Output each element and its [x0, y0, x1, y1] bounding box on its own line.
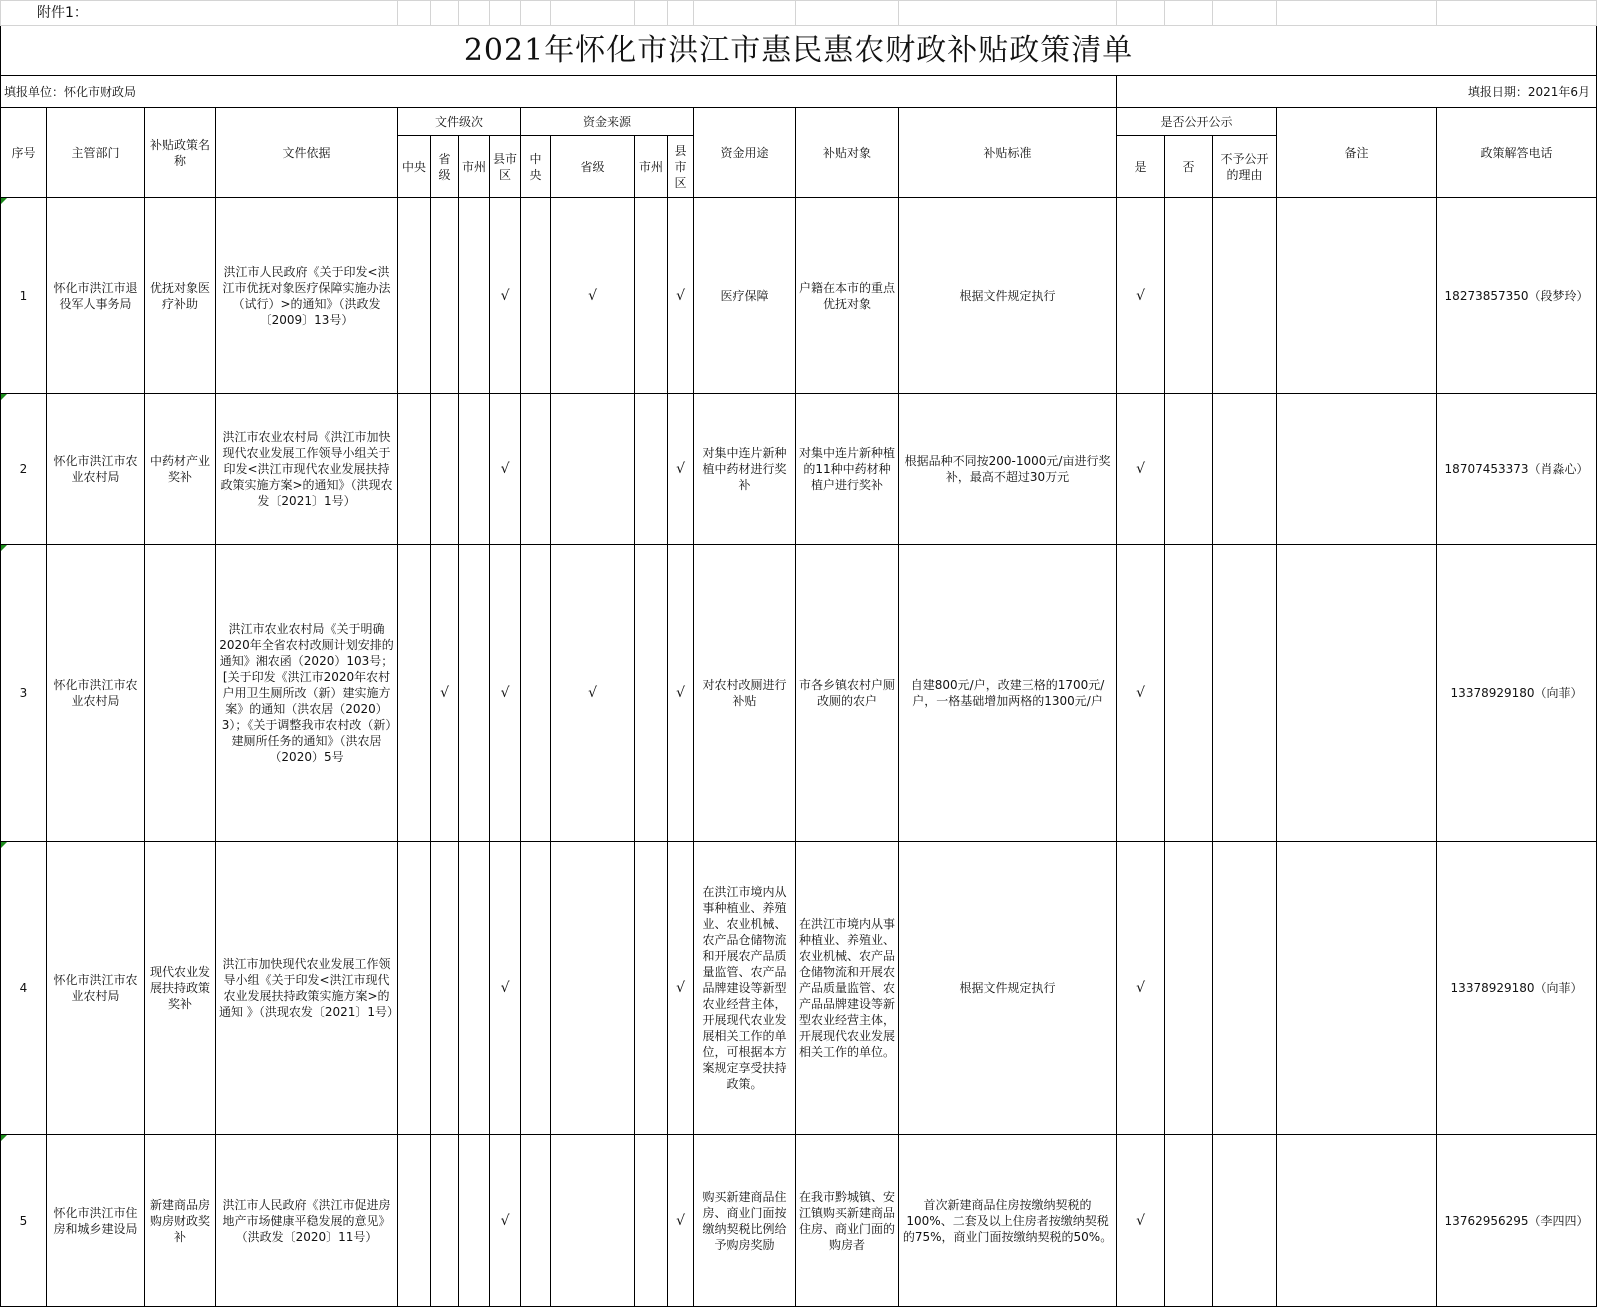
cell-dept-text: 怀化市洪江市农业农村局	[53, 454, 138, 484]
check-mark: √	[588, 685, 597, 701]
cell-seq-text: 2	[19, 462, 28, 476]
header-yes: 是	[1117, 136, 1165, 198]
header-no: 否	[1165, 136, 1213, 198]
cell-policy-name-text: 优抚对象医疗补助	[149, 280, 210, 311]
header-doc-province: 省级	[431, 136, 459, 198]
cell-yes	[1117, 545, 1165, 842]
cell-basis	[216, 198, 398, 394]
cell-standard-text: 根据文件规定执行	[959, 981, 1056, 995]
header-remark: 备注	[1277, 108, 1437, 198]
header-no-reason: 不予公开的理由	[1213, 136, 1277, 198]
cell-yes	[1117, 198, 1165, 394]
cell-target-text: 在我市黔城镇、安江镇购买新建商品住房、商业门面的购房者	[799, 1189, 896, 1252]
cell-dept	[47, 545, 145, 842]
cell-fund-city	[635, 842, 668, 1135]
cell-usage-text: 医疗保障	[720, 288, 769, 303]
cell-no	[1165, 1135, 1213, 1307]
cell-no-reason	[1213, 198, 1277, 394]
check-mark: √	[500, 980, 510, 996]
cell-fund-central	[521, 1135, 551, 1307]
cell-no-reason	[1213, 1135, 1277, 1307]
cell-remark	[1277, 394, 1437, 545]
check-mark: √	[676, 287, 685, 304]
cell-doc-city	[459, 394, 490, 545]
cell-phone-text: 18273857350（段梦玲）	[1444, 288, 1589, 303]
cell-seq	[1, 842, 47, 1135]
cell-basis	[216, 1135, 398, 1307]
cell-standard-text: 首次新建商品住房按缴纳契税的100%、二套及以上住房者按缴纳契税的75%，商业门面按缴纳契税的50%。	[902, 1197, 1113, 1244]
cell-target-text: 对集中连片新种植的11种中药材种植户进行奖补	[799, 446, 896, 492]
cell-dept	[47, 198, 145, 394]
cell-dept-text: 怀化市洪江市农业农村局	[53, 678, 138, 708]
cell-phone	[1437, 545, 1597, 842]
cell-doc-county	[490, 545, 521, 842]
cell-seq	[1, 1135, 47, 1307]
cell-target-text: 市各乡镇农村户厕改厕的农户	[799, 678, 896, 708]
header-doc-central: 中央	[398, 136, 431, 198]
cell-doc-central	[398, 545, 431, 842]
header-fund-central: 中央	[521, 136, 551, 198]
cell-doc-county	[490, 1135, 521, 1307]
cell-no-reason	[1213, 545, 1277, 842]
cell-usage	[694, 1135, 796, 1307]
check-mark: √	[500, 685, 510, 701]
cell-flag-icon	[1, 394, 7, 400]
check-mark: √	[500, 287, 510, 304]
cell-basis	[216, 394, 398, 545]
cell-doc-province	[431, 842, 459, 1135]
header-fund-county: 县市区	[668, 136, 694, 198]
cell-policy-name	[145, 1135, 216, 1307]
cell-phone	[1437, 842, 1597, 1135]
cell-standard-text: 根据品种不同按200-1000元/亩进行奖补，最高不超过30万元	[904, 454, 1111, 484]
filing-date: 填报日期：2021年6月	[1117, 76, 1597, 108]
cell-usage	[694, 545, 796, 842]
cell-usage-text: 对农村改厕进行补贴	[702, 678, 787, 708]
cell-no-reason	[1213, 842, 1277, 1135]
check-mark: √	[676, 980, 685, 996]
cell-usage	[694, 198, 796, 394]
cell-policy-name-text: 新建商品房购房财政奖补	[149, 1197, 210, 1244]
header-target: 补贴对象	[796, 108, 899, 198]
cell-basis-text: 洪江市农业农村局《洪江市加快现代农业发展工作领导小组关于印发<洪江市现代农业发展扶持政策实施方案>的通知》（洪现农发〔2021〕1号）	[220, 430, 393, 508]
cell-remark	[1277, 198, 1437, 394]
cell-basis-text: 洪江市人民政府《关于印发<洪江市优抚对象医疗保障实施办法（试行）>的通知》（洪政发〔2009〕13号）	[222, 264, 391, 327]
cell-no-reason	[1213, 394, 1277, 545]
cell-standard	[899, 842, 1117, 1135]
cell-fund-county	[668, 394, 694, 545]
cell-flag-icon	[1, 1135, 7, 1141]
cell-phone	[1437, 394, 1597, 545]
cell-fund-county	[668, 198, 694, 394]
cell-standard-text: 根据文件规定执行	[959, 288, 1056, 303]
check-mark: √	[1136, 980, 1145, 996]
header-row-1	[1, 108, 1597, 136]
cell-no	[1165, 545, 1213, 842]
cell-usage-text: 在洪江市境内从事种植业、养殖业、农业机械、农产品仓储物流和开展农产品质量监管、农产品品牌建设等新型农业经营主体，开展现代农业发展相关工作的单位，可根据本方案规定享受扶持政策。	[702, 885, 787, 1091]
cell-fund-province	[551, 545, 635, 842]
check-mark: √	[440, 685, 449, 701]
header-fund-province: 省级	[551, 136, 635, 198]
cell-policy-name	[145, 198, 216, 394]
cell-usage	[694, 394, 796, 545]
cell-seq-text: 1	[19, 288, 28, 303]
table-row	[1, 1135, 1597, 1307]
check-mark: √	[676, 1212, 685, 1229]
table-row	[1, 545, 1597, 842]
cell-yes	[1117, 394, 1165, 545]
cell-doc-county	[490, 394, 521, 545]
cell-fund-city	[635, 545, 668, 842]
cell-dept-text: 怀化市洪江市农业农村局	[53, 973, 138, 1003]
table-row	[1, 394, 1597, 545]
annex-row	[1, 1, 1597, 26]
cell-basis-text: 洪江市人民政府《洪江市促进房地产市场健康平稳发展的意见》（洪政发〔2020〕11号）	[222, 1197, 391, 1244]
cell-phone-text: 13378929180（向菲）	[1450, 981, 1583, 995]
cell-fund-province	[551, 394, 635, 545]
cell-policy-name	[145, 394, 216, 545]
header-doc-county: 县市区	[490, 136, 521, 198]
table-row	[1, 198, 1597, 394]
cell-doc-city	[459, 198, 490, 394]
cell-doc-central	[398, 198, 431, 394]
check-mark: √	[1136, 1212, 1145, 1229]
cell-phone-text: 13762956295（李四四）	[1444, 1213, 1589, 1228]
cell-usage	[694, 842, 796, 1135]
cell-doc-central	[398, 842, 431, 1135]
cell-target	[796, 1135, 899, 1307]
cell-standard	[899, 545, 1117, 842]
cell-yes	[1117, 1135, 1165, 1307]
cell-target-text: 户籍在本市的重点优抚对象	[799, 280, 896, 311]
check-mark: √	[588, 287, 597, 304]
header-doc-city: 市州	[459, 136, 490, 198]
cell-standard-text: 自建800元/户，改建三格的1700元/户，一格基础增加两格的1300元/户	[910, 678, 1105, 708]
cell-fund-city	[635, 198, 668, 394]
cell-dept-text: 怀化市洪江市退役军人事务局	[53, 280, 138, 311]
cell-remark	[1277, 842, 1437, 1135]
cell-policy-name	[145, 842, 216, 1135]
header-policy-name: 补贴政策名称	[145, 108, 216, 198]
cell-flag-icon	[1, 842, 7, 848]
cell-policy-name-text: 中药材产业奖补	[149, 454, 210, 484]
cell-fund-central	[521, 394, 551, 545]
cell-dept	[47, 394, 145, 545]
cell-seq-text: 4	[19, 981, 28, 995]
check-mark: √	[500, 1212, 510, 1229]
cell-fund-county	[668, 545, 694, 842]
cell-phone	[1437, 198, 1597, 394]
cell-doc-central	[398, 1135, 431, 1307]
cell-usage-text: 购买新建商品住房、商业门面按缴纳契税比例给予购房奖励	[702, 1189, 787, 1252]
cell-no	[1165, 842, 1213, 1135]
title-row	[1, 26, 1597, 76]
cell-fund-province	[551, 842, 635, 1135]
cell-doc-province	[431, 394, 459, 545]
cell-basis-text: 洪江市农业农村局《关于明确2020年全省农村改厕计划安排的通知》湘农函（2020）103号；[关于印发《洪江市2020年农村户用卫生厕所改（新）建实施方案》的通知（洪农居（2020）3）；《关于调整我市农村改（新）建厕所任务的通知》（洪农居（2020）5号	[219, 622, 394, 764]
cell-doc-county	[490, 198, 521, 394]
cell-phone	[1437, 1135, 1597, 1307]
cell-fund-province	[551, 1135, 635, 1307]
cell-flag-icon	[1, 545, 7, 551]
check-mark: √	[1136, 461, 1145, 477]
cell-no	[1165, 198, 1213, 394]
check-mark: √	[676, 685, 685, 701]
cell-seq	[1, 198, 47, 394]
cell-seq	[1, 545, 47, 842]
cell-dept-text: 怀化市洪江市住房和城乡建设局	[53, 1205, 138, 1236]
cell-dept	[47, 842, 145, 1135]
cell-usage-text: 对集中连片新种植中药材进行奖补	[702, 446, 787, 492]
cell-fund-city	[635, 394, 668, 545]
cell-fund-central	[521, 842, 551, 1135]
header-dept: 主管部门	[47, 108, 145, 198]
header-basis: 文件依据	[216, 108, 398, 198]
check-mark: √	[1136, 287, 1145, 304]
cell-policy-name	[145, 545, 216, 842]
cell-standard	[899, 1135, 1117, 1307]
cell-doc-city	[459, 545, 490, 842]
cell-fund-county	[668, 1135, 694, 1307]
header-phone: 政策解答电话	[1437, 108, 1597, 198]
check-mark: √	[676, 461, 685, 477]
cell-target	[796, 842, 899, 1135]
cell-seq-text: 3	[19, 686, 28, 700]
cell-doc-city	[459, 842, 490, 1135]
cell-fund-city	[635, 1135, 668, 1307]
cell-target-text: 在洪江市境内从事种植业、养殖业、农业机械、农产品仓储物流和开展农产品质量监管、农产品品牌建设等新型农业经营主体，开展现代农业发展相关工作的单位。	[799, 917, 896, 1059]
cell-fund-county	[668, 842, 694, 1135]
cell-fund-central	[521, 198, 551, 394]
cell-doc-province	[431, 198, 459, 394]
page-title: 2021年怀化市洪江市惠民惠农财政补贴政策清单	[1, 26, 1597, 76]
filing-row	[1, 76, 1597, 108]
cell-standard	[899, 394, 1117, 545]
header-seq: 序号	[1, 108, 47, 198]
cell-no	[1165, 394, 1213, 545]
cell-dept	[47, 1135, 145, 1307]
cell-phone-text: 18707453373（肖淼心）	[1444, 462, 1589, 476]
table-row	[1, 842, 1597, 1135]
cell-remark	[1277, 545, 1437, 842]
cell-doc-central	[398, 394, 431, 545]
cell-seq	[1, 394, 47, 545]
cell-doc-city	[459, 1135, 490, 1307]
header-disclosure: 是否公开公示	[1117, 108, 1277, 136]
filing-unit: 填报单位：怀化市财政局	[1, 76, 1117, 108]
cell-doc-province	[431, 545, 459, 842]
check-mark: √	[500, 461, 510, 477]
header-fund-source: 资金来源	[521, 108, 694, 136]
cell-yes	[1117, 842, 1165, 1135]
check-mark: √	[1136, 685, 1145, 701]
cell-target	[796, 394, 899, 545]
cell-flag-icon	[1, 198, 7, 204]
annex-label: 附件1：	[1, 1, 398, 26]
cell-seq-text: 5	[19, 1213, 28, 1228]
cell-phone-text: 13378929180（向菲）	[1450, 686, 1583, 700]
cell-fund-central	[521, 545, 551, 842]
cell-basis	[216, 842, 398, 1135]
cell-doc-county	[490, 842, 521, 1135]
cell-fund-province	[551, 198, 635, 394]
cell-basis-text: 洪江市加快现代农业发展工作领导小组《关于印发<洪江市现代农业发展扶持政策实施方案>的通知 》（洪现农发〔2021〕1号）	[219, 957, 399, 1019]
cell-policy-name-text: 现代农业发展扶持政策奖补	[149, 965, 210, 1011]
header-fund-city: 市州	[635, 136, 668, 198]
cell-standard	[899, 198, 1117, 394]
cell-remark	[1277, 1135, 1437, 1307]
cell-doc-province	[431, 1135, 459, 1307]
cell-basis	[216, 545, 398, 842]
header-usage: 资金用途	[694, 108, 796, 198]
cell-target	[796, 545, 899, 842]
header-doc-level: 文件级次	[398, 108, 521, 136]
header-standard: 补贴标准	[899, 108, 1117, 198]
cell-target	[796, 198, 899, 394]
